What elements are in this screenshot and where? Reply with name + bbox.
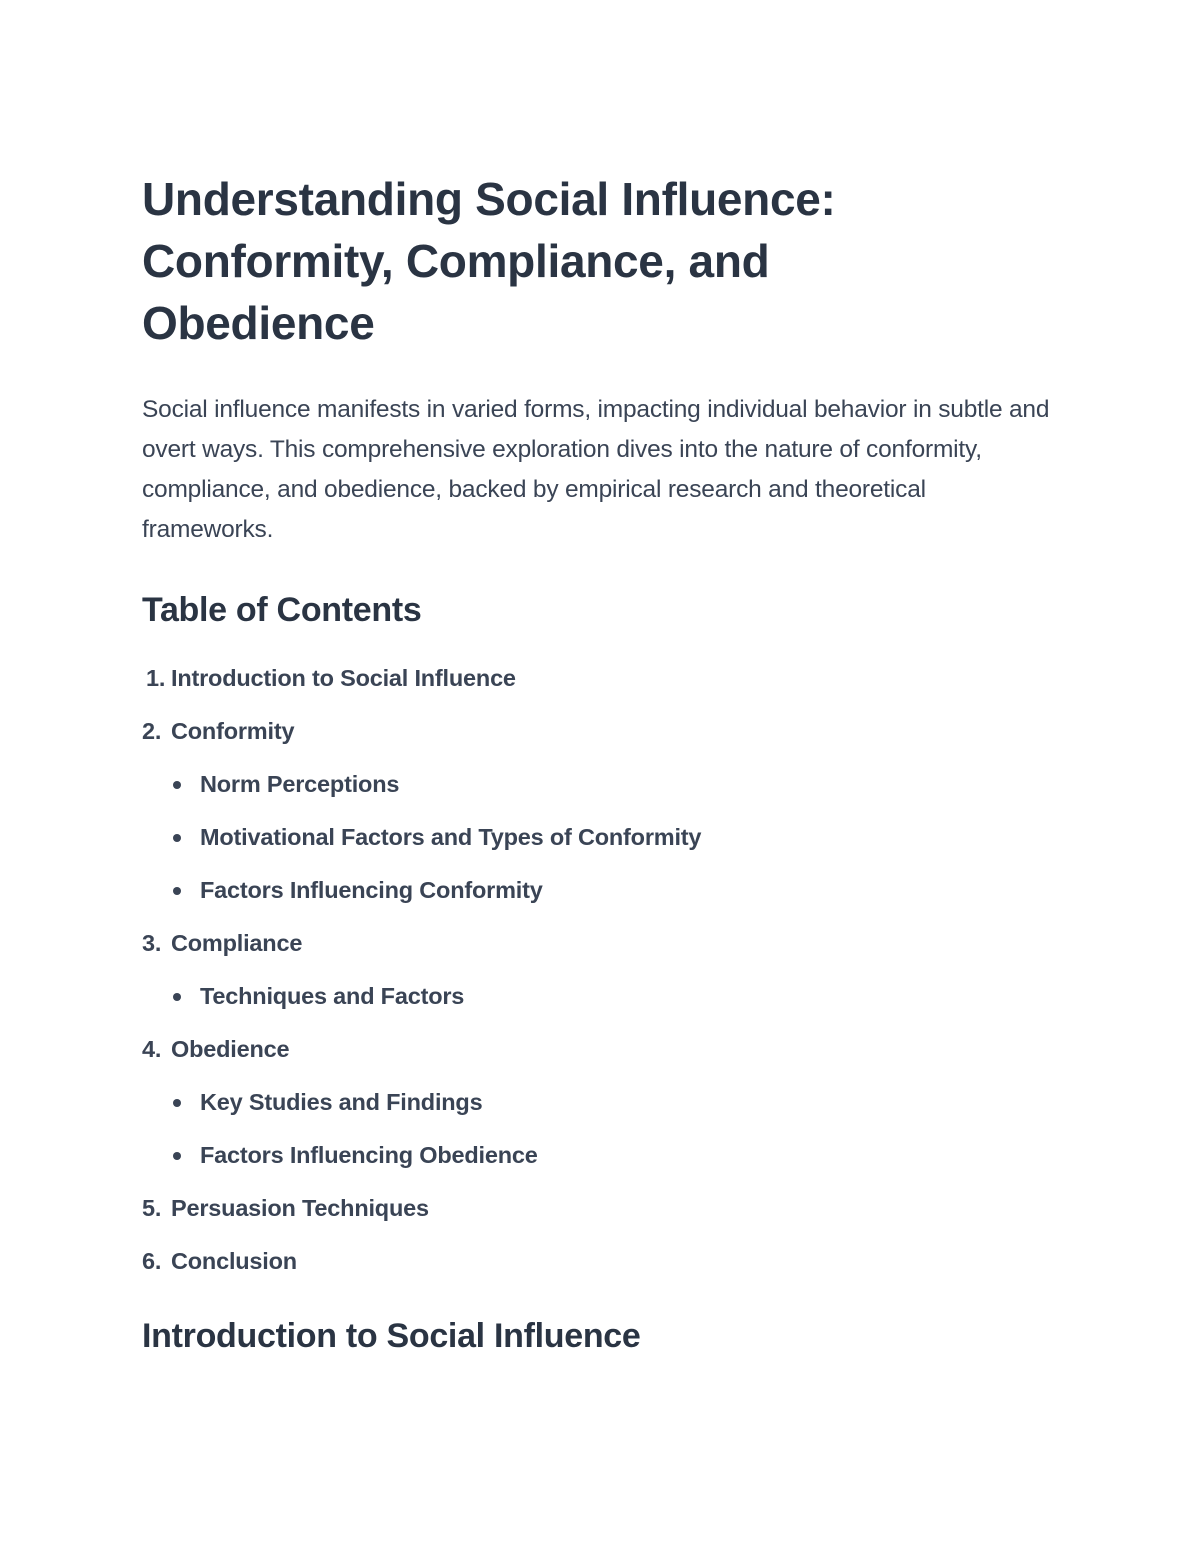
toc-item-persuasion[interactable] (142, 1182, 1062, 1235)
toc-number: 4. (142, 1036, 162, 1062)
toc-sublabel: Motivational Factors and Types of Conformity (200, 824, 702, 850)
toc-label: Introduction to Social Influence (171, 665, 516, 691)
section-heading-introduction: Introduction to Social Influence (142, 1317, 641, 1355)
toc-subitem-factors-obedience[interactable] (142, 1129, 1062, 1182)
toc-sublabel: Key Studies and Findings (200, 1089, 483, 1115)
document-title (142, 168, 1062, 354)
toc-sublabel: Techniques and Factors (200, 983, 465, 1009)
toc-sublabel: Factors Influencing Conformity (200, 877, 543, 903)
bullet-icon (173, 887, 181, 895)
table-of-contents (142, 652, 1062, 1288)
toc-subitem-norm-perceptions[interactable] (142, 758, 1062, 811)
toc-label: Conclusion (171, 1248, 297, 1274)
title-line: Conformity, Compliance, and (142, 235, 770, 287)
toc-number: 2. (142, 718, 162, 744)
toc-sublist-compliance (142, 970, 1062, 1023)
title-line: Understanding Social Influence: (142, 173, 836, 225)
toc-sublist-obedience (142, 1076, 1062, 1182)
toc-subitem-motivational-factors[interactable] (142, 811, 1062, 864)
toc-label: Persuasion Techniques (171, 1195, 429, 1221)
toc-item-obedience[interactable] (142, 1023, 1062, 1076)
bullet-icon (173, 993, 181, 1001)
toc-subitem-techniques-factors[interactable] (142, 970, 1062, 1023)
toc-subitem-key-studies[interactable] (142, 1076, 1062, 1129)
toc-subitem-factors-conformity[interactable] (142, 864, 1062, 917)
toc-label: Obedience (171, 1036, 290, 1062)
toc-sublabel: Norm Perceptions (200, 771, 400, 797)
toc-sublist-conformity (142, 758, 1062, 917)
toc-number: 3. (142, 930, 162, 956)
document-page (142, 168, 1062, 1358)
toc-item-compliance[interactable] (142, 917, 1062, 970)
toc-heading: Table of Contents (142, 591, 422, 629)
toc-sublist (142, 970, 1062, 1023)
toc-label: Compliance (171, 930, 303, 956)
toc-item-introduction[interactable] (142, 652, 1062, 705)
toc-item-conformity[interactable] (142, 705, 1062, 758)
bullet-icon (173, 1152, 181, 1160)
bullet-icon (173, 781, 181, 789)
title-line: Obedience (142, 297, 375, 349)
toc-label: Conformity (171, 718, 295, 744)
bullet-icon (173, 1099, 181, 1107)
toc-number: 6. (142, 1248, 162, 1274)
toc-sublist (142, 758, 1062, 917)
intro-paragraph: Social influence manifests in varied forms, impacting individual behavior in subtle and overt ways. This comprehensive exploration dives into the nature of conformity, compliance, and obedience, backed by empirical research and theoretical frameworks. (142, 396, 1050, 543)
toc-number: 5. (142, 1195, 162, 1221)
toc-sublist (142, 1076, 1062, 1182)
bullet-icon (173, 834, 181, 842)
toc-sublabel: Factors Influencing Obedience (200, 1142, 538, 1168)
toc-number: 1. (146, 665, 166, 691)
toc-item-conclusion[interactable] (142, 1235, 1062, 1288)
